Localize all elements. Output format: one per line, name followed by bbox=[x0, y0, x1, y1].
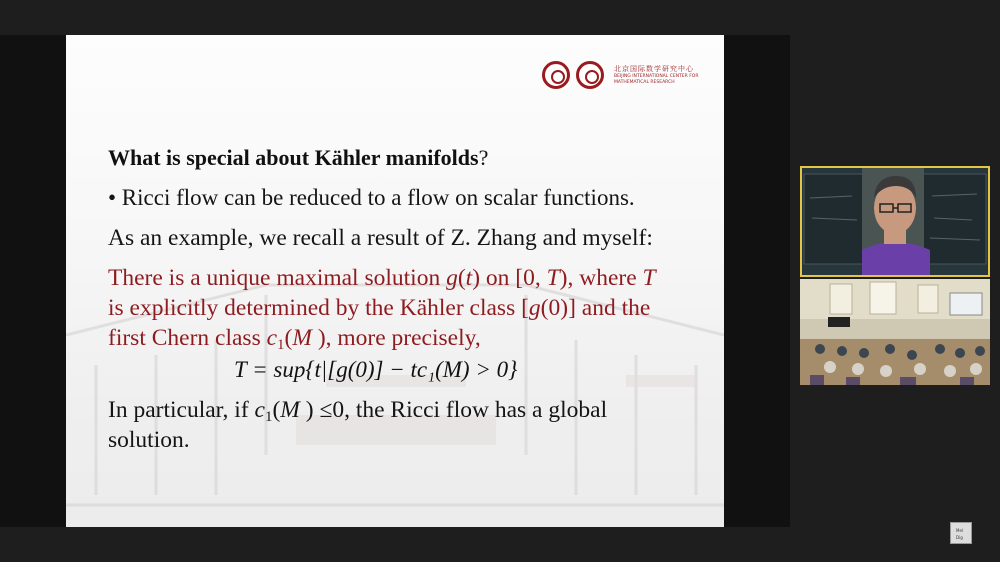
lecture-room-video-image bbox=[800, 279, 990, 385]
bicmr-seal-icon bbox=[576, 61, 604, 89]
theorem-line-1: There is a unique maximal solution g(t) on [0, T), where T bbox=[108, 265, 656, 291]
presentation-slide bbox=[66, 35, 724, 527]
theorem-line-2: is explicitly determined by the Kähler class [g(0)] and the bbox=[108, 295, 651, 321]
app-corner-icon[interactable] bbox=[950, 522, 972, 544]
logo-chinese-text: 北京国际数学研究中心 bbox=[614, 65, 694, 73]
slide-title: What is special about Kähler manifolds? bbox=[108, 145, 489, 170]
lecture-room-video-tile[interactable] bbox=[800, 279, 990, 385]
corner-icon-text-bottom: Dig bbox=[956, 535, 963, 540]
corner-icon-text-top: Mel bbox=[956, 528, 964, 533]
speaker-video-tile[interactable] bbox=[800, 166, 990, 277]
theorem-line-3: first Chern class $c_1(M$ ), more precisely, bbox=[108, 325, 481, 353]
pku-seal-icon bbox=[542, 61, 570, 89]
example-line: As an example, we recall a result of Z. Zhang and myself: bbox=[108, 225, 653, 251]
speaker-video-image bbox=[802, 168, 988, 275]
formula: T = sup{t|[g(0)] − tc₁(M) > 0} bbox=[234, 357, 518, 382]
logo-english-line-2: MATHEMATICAL RESEARCH bbox=[614, 80, 675, 85]
bicmr-logo bbox=[542, 57, 698, 93]
particular-line-2: solution. bbox=[108, 427, 190, 453]
particular-line-1: In particular, if $c_1(M$ ) ≤0, the Ricci flow has a global bbox=[108, 397, 608, 425]
bullet-point: • Ricci flow can be reduced to a flow on scalar functions. bbox=[108, 185, 635, 210]
logo-english-line-1: BEIJING INTERNATIONAL CENTER FOR bbox=[614, 74, 699, 79]
